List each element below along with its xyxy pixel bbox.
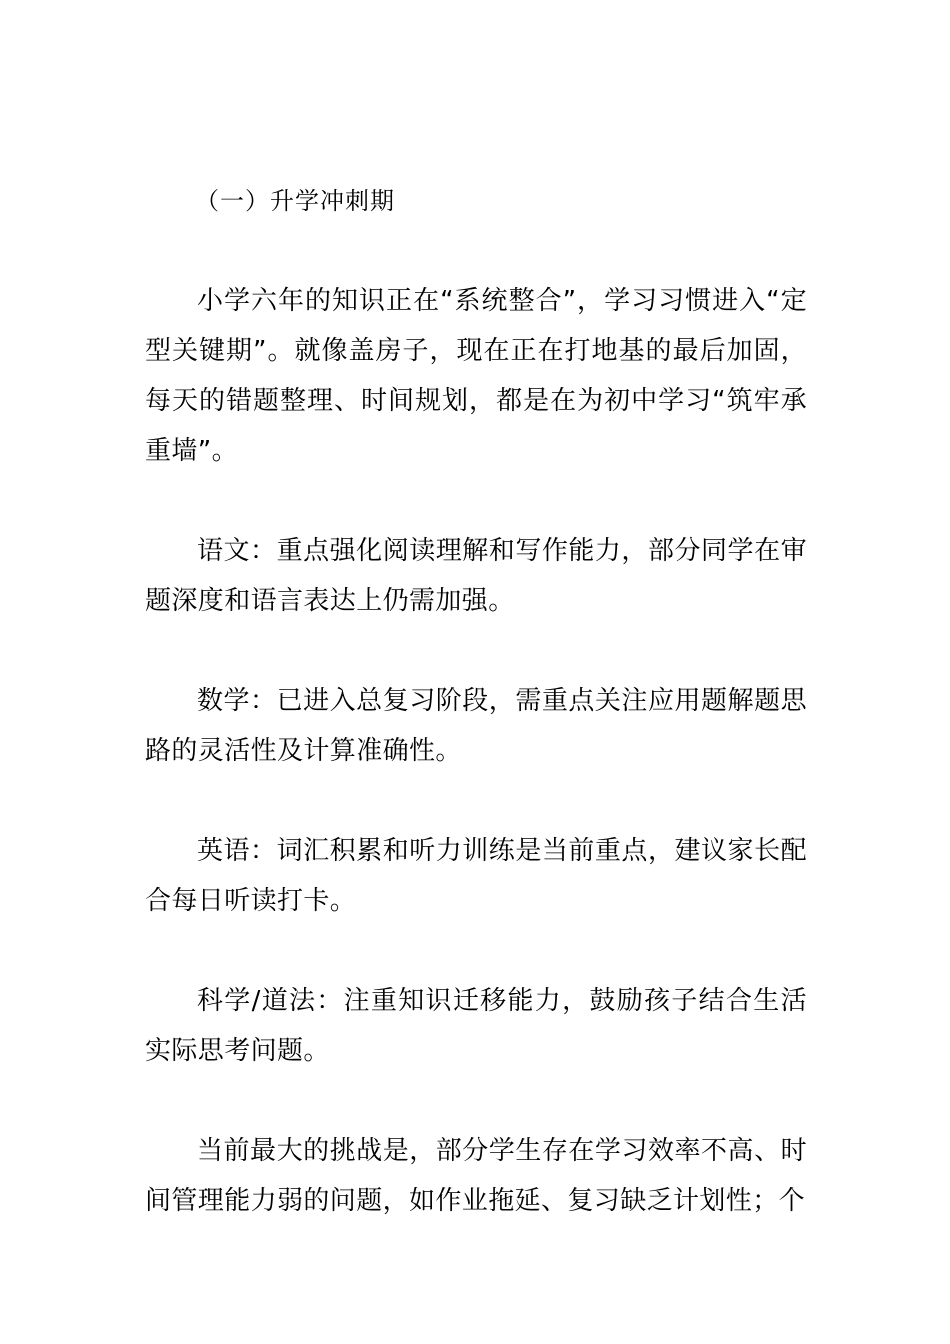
paragraph-english: 英语：词汇积累和听力训练是当前重点，建议家长配合每日听读打卡。 [145, 836, 807, 916]
paragraph-math: 数学：已进入总复习阶段，需重点关注应用题解题思路的灵活性及计算准确性。 [145, 686, 807, 766]
paragraph-intro: 小学六年的知识正在“系统整合”，学习习惯进入“定型关键期”。就像盖房子，现在正在打地基的最后加固，每天的错题整理、时间规划，都是在为初中学习“筑牢承重墙”。 [145, 286, 807, 466]
paragraph-chinese: 语文：重点强化阅读理解和写作能力，部分同学在审题深度和语言表达上仍需加强。 [145, 536, 807, 616]
section-heading: （一）升学冲刺期 [195, 187, 395, 215]
paragraph-challenge: 当前最大的挑战是，部分学生存在学习效率不高、时间管理能力弱的问题，如作业拖延、复习缺乏计划性；个 [145, 1136, 807, 1216]
document-body [145, 176, 807, 1226]
paragraph-science: 科学/道法：注重知识迁移能力，鼓励孩子结合生活实际思考问题。 [145, 986, 807, 1066]
